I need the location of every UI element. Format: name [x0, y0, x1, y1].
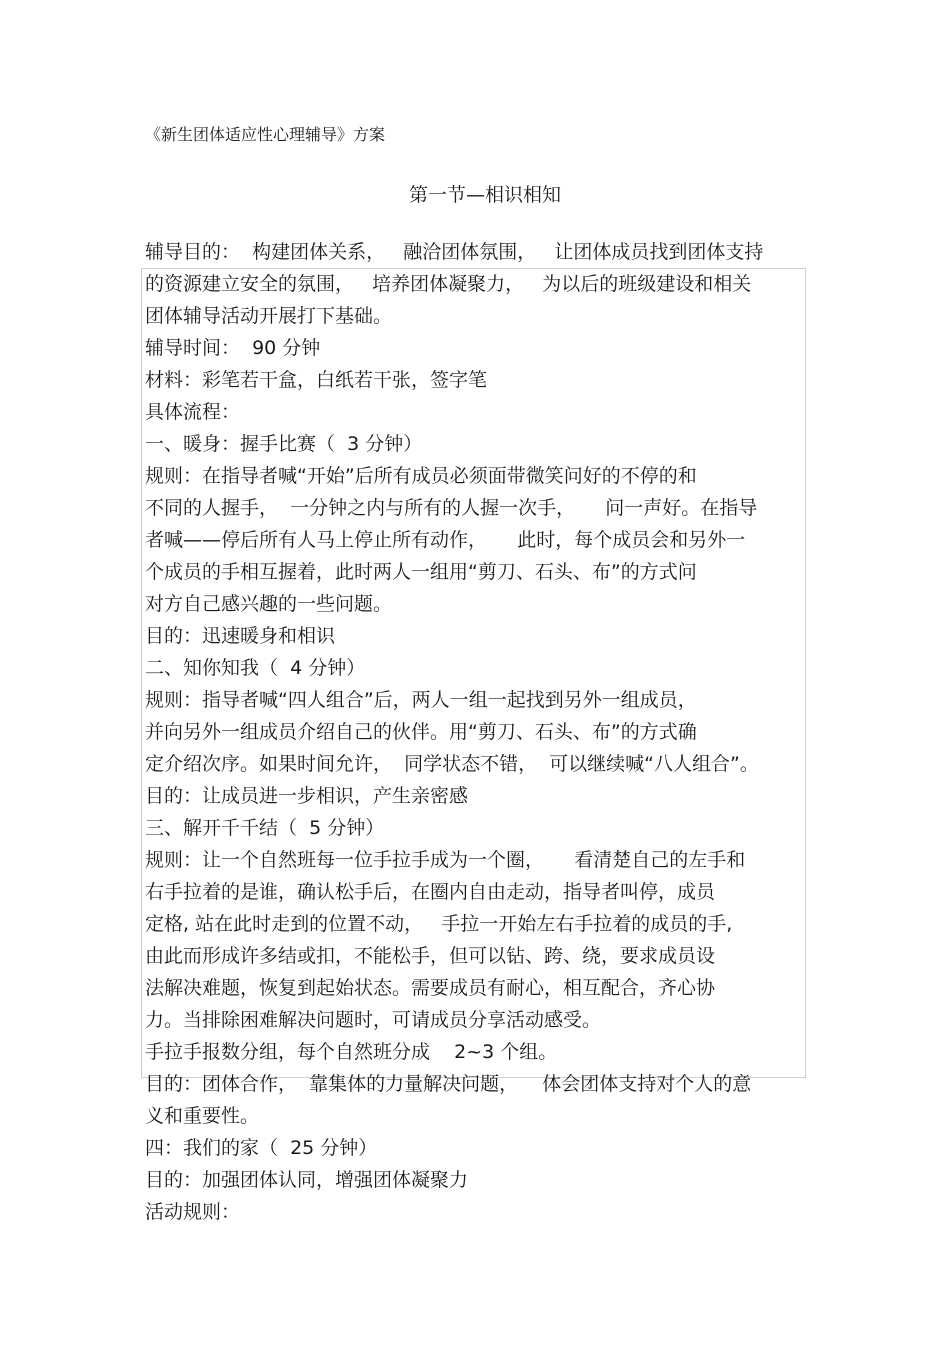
document-title: 《新生团体适应性心理辅导》方案 [145, 125, 386, 144]
body-line: 二、知你知我（ 4 分钟） [145, 657, 366, 679]
body-line: 材料：彩笔若干盒，白纸若干张，签字笔 [145, 369, 488, 391]
body-line: 个成员的手相互握着，此时两人一组用“剪刀、石头、布”的方式问 [145, 561, 697, 583]
body-line: 目的：加强团体认同，增强团体凝聚力 [145, 1169, 469, 1191]
body-line: 三、解开千千结（ 5 分钟） [145, 817, 385, 839]
body-line: 由此而形成许多结或扣，不能松手，但可以钻、跨、绕，要求成员设 [145, 945, 716, 967]
body-line: 目的：团体合作， 靠集体的力量解决问题， 体会团体支持对个人的意 [145, 1073, 752, 1095]
body-line: 四：我们的家（ 25 分钟） [145, 1137, 378, 1159]
body-line: 者喊——停后所有人马上停止所有动作， 此时，每个成员会和另外一 [145, 529, 746, 551]
body-line: 定格, 站在此时走到的位置不动， 手拉一开始左右手拉着的成员的手, [145, 913, 733, 935]
body-line: 的资源建立安全的氛围， 培养团体凝聚力， 为以后的班级建设和相关 [145, 273, 752, 295]
body-line: 一、暖身：握手比赛（ 3 分钟） [145, 433, 423, 455]
body-line: 活动规则： [145, 1201, 241, 1223]
body-line: 对方自己感兴趣的一些问题。 [145, 593, 393, 615]
body-line: 力。当排除困难解决问题时，可请成员分享活动感受。 [145, 1009, 602, 1031]
body-line: 手拉手报数分组，每个自然班分成 2~3 个组。 [145, 1041, 558, 1063]
body-line: 团体辅导活动开展打下基础。 [145, 305, 393, 327]
body-line: 规则：指导者喊“四人组合”后，两人一组一起找到另外一组成员， [145, 689, 697, 711]
body-line: 义和重要性。 [145, 1105, 260, 1127]
body-line: 右手拉着的是谁，确认松手后，在圈内自由走动，指导者叫停，成员 [145, 881, 716, 903]
body-line: 目的：让成员进一步相识，产生亲密感 [145, 785, 469, 807]
body-line: 法解决难题，恢复到起始状态。需要成员有耐心，相互配合，齐心协 [145, 977, 716, 999]
section-heading: 第一节—相识相知 [408, 184, 561, 206]
body-line: 具体流程： [145, 401, 241, 423]
body-line: 辅导时间： 90 分钟 [145, 337, 321, 359]
body-line: 辅导目的： 构建团体关系， 融洽团体氛围， 让团体成员找到团体支持 [145, 241, 764, 263]
body-line: 并向另外一组成员介绍自己的伙伴。用“剪刀、石头、布”的方式确 [145, 721, 697, 743]
body-line: 定介绍次序。如果时间允许， 同学状态不错， 可以继续喊“八人组合”。 [145, 753, 759, 775]
document-body [145, 236, 825, 1228]
body-line: 规则：让一个自然班每一位手拉手成为一个圈， 看清楚自己的左手和 [145, 849, 746, 871]
body-line: 规则：在指导者喊“开始”后所有成员必须面带微笑问好的不停的和 [145, 465, 697, 487]
body-line: 目的：迅速暖身和相识 [145, 625, 336, 647]
body-line: 不同的人握手， 一分钟之内与所有的人握一次手， 问一声好。在指导 [145, 497, 758, 519]
